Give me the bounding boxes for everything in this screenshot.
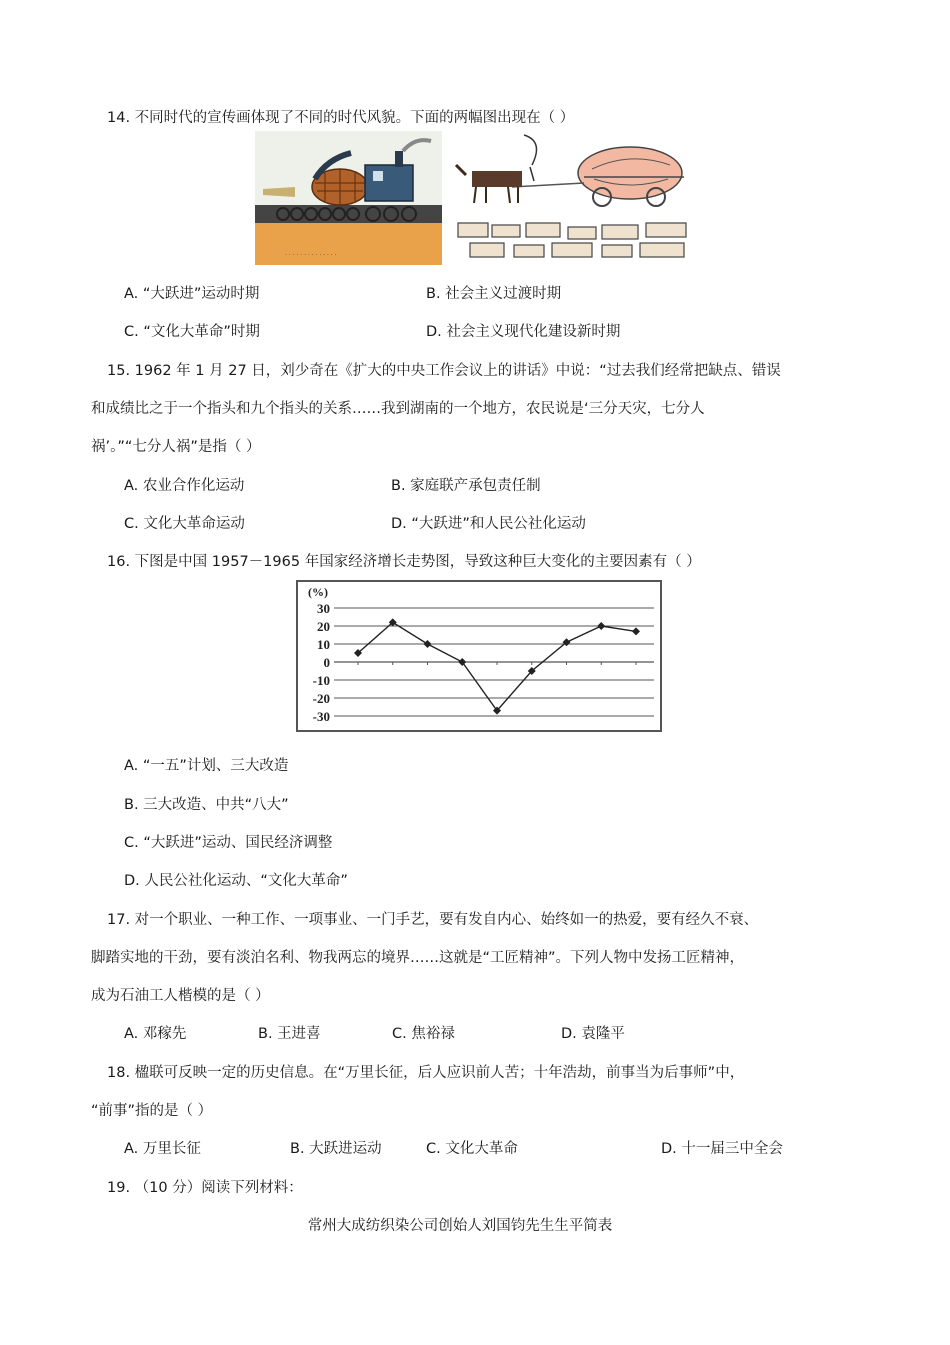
- q15-option-b[interactable]: B. 家庭联产承包责任制: [391, 478, 541, 494]
- chart-y-tick-label: 30: [317, 601, 330, 616]
- q14-option-a[interactable]: A. “大跃进”运动时期: [124, 286, 260, 302]
- q14-option-d[interactable]: D. 社会主义现代化建设新时期: [426, 324, 621, 340]
- economic-growth-chart-svg: [298, 582, 660, 730]
- chart-data-point: [424, 640, 432, 648]
- q17-option-d[interactable]: D. 袁隆平: [561, 1026, 625, 1042]
- q18-option-b[interactable]: B. 大跃进运动: [290, 1141, 382, 1157]
- poster-train-image: [255, 131, 442, 265]
- chart-y-tick-label: 10: [317, 637, 330, 652]
- q15-option-d[interactable]: D. “大跃进”和人民公社化运动: [391, 516, 586, 532]
- chart-y-tick-label: -10: [312, 673, 330, 688]
- economic-growth-chart: [296, 580, 662, 732]
- q18-stem-line-1: 18. 楹联可反映一定的历史信息。在“万里长征，后人应识前人苦；十年浩劫，前事当为后事师”中，: [107, 1065, 745, 1081]
- q18-option-a[interactable]: A. 万里长征: [124, 1141, 201, 1157]
- chart-y-tick-label: -30: [312, 709, 330, 724]
- chart-y-tick-label: -20: [312, 691, 330, 706]
- train-poster-illustration: [255, 131, 442, 265]
- q18-stem-line-2: “前事”指的是（ ）: [91, 1103, 213, 1119]
- q19-stem: 19. （10 分）阅读下列材料：: [107, 1180, 303, 1196]
- q15-stem-line-3: 祸’。”“七分人祸”是指（ ）: [91, 439, 261, 455]
- growth-series-markers: [354, 618, 640, 714]
- q17-option-c[interactable]: C. 焦裕禄: [392, 1026, 455, 1042]
- q16-option-a[interactable]: A. “一五”计划、三大改造: [124, 758, 289, 774]
- chart-y-unit-label: (%): [308, 585, 328, 599]
- growth-series-line: [358, 622, 636, 710]
- q15-option-c[interactable]: C. 文化大革命运动: [124, 516, 245, 532]
- chart-data-point: [632, 627, 640, 635]
- q16-option-b[interactable]: B. 三大改造、中共“八大”: [124, 797, 289, 813]
- chart-y-tick-label: 0: [323, 655, 330, 670]
- svg-text:· · · · · · · · · · · · · ·: · · · · · · · · · · · · · ·: [285, 252, 337, 259]
- q17-stem-line-2: 脚踏实地的干劲，要有淡泊名利、物我两忘的境界……这就是“工匠精神”。下列人物中发扬工匠精神，: [91, 950, 745, 966]
- q15-option-a[interactable]: A. 农业合作化运动: [124, 478, 245, 494]
- q19-table-title: 常州大成纺织染公司创始人刘国钧先生生平简表: [307, 1218, 613, 1234]
- chart-y-ticks: [313, 601, 330, 724]
- q16-stem: 16. 下图是中国 1957－1965 年国家经济增长走势图，导致这种巨大变化的主要因素有（ ）: [107, 554, 701, 570]
- poster-pig-cart-image: [452, 131, 699, 267]
- q14-option-c[interactable]: C. “文化大革命”时期: [124, 324, 260, 340]
- q17-stem-line-1: 17. 对一个职业、一种工作、一项事业、一门手艺，要有发自内心、始终如一的热爱，要有经久不衰、: [107, 912, 759, 928]
- q15-stem-line-1: 15. 1962 年 1 月 27 日，刘少奇在《扩大的中央工作会议上的讲话》中说：“过去我们经常把缺点、错误: [107, 363, 781, 379]
- q17-stem-line-3: 成为石油工人楷模的是（ ）: [91, 988, 270, 1004]
- q16-option-c[interactable]: C. “大跃进”运动、国民经济调整: [124, 835, 333, 851]
- q17-option-b[interactable]: B. 王进喜: [258, 1026, 321, 1042]
- q16-option-d[interactable]: D. 人民公社化运动、“文化大革命”: [124, 873, 348, 889]
- q14-stem: 14. 不同时代的宣传画体现了不同的时代风貌。下面的两幅图出现在（ ）: [107, 110, 575, 126]
- q14-option-b[interactable]: B. 社会主义过渡时期: [426, 286, 562, 302]
- q18-option-d[interactable]: D. 十一届三中全会: [661, 1141, 783, 1157]
- pig-cart-poster-illustration: [452, 131, 699, 267]
- q15-stem-line-2: 和成绩比之于一个指头和九个指头的关系……我到湖南的一个地方，农民说是‘三分天灾，七分人: [91, 401, 705, 417]
- chart-data-point: [597, 622, 605, 630]
- chart-y-tick-label: 20: [317, 619, 330, 634]
- chart-grid: [334, 608, 654, 716]
- q18-option-c[interactable]: C. 文化大革命: [426, 1141, 518, 1157]
- q17-option-a[interactable]: A. 邓稼先: [124, 1026, 187, 1042]
